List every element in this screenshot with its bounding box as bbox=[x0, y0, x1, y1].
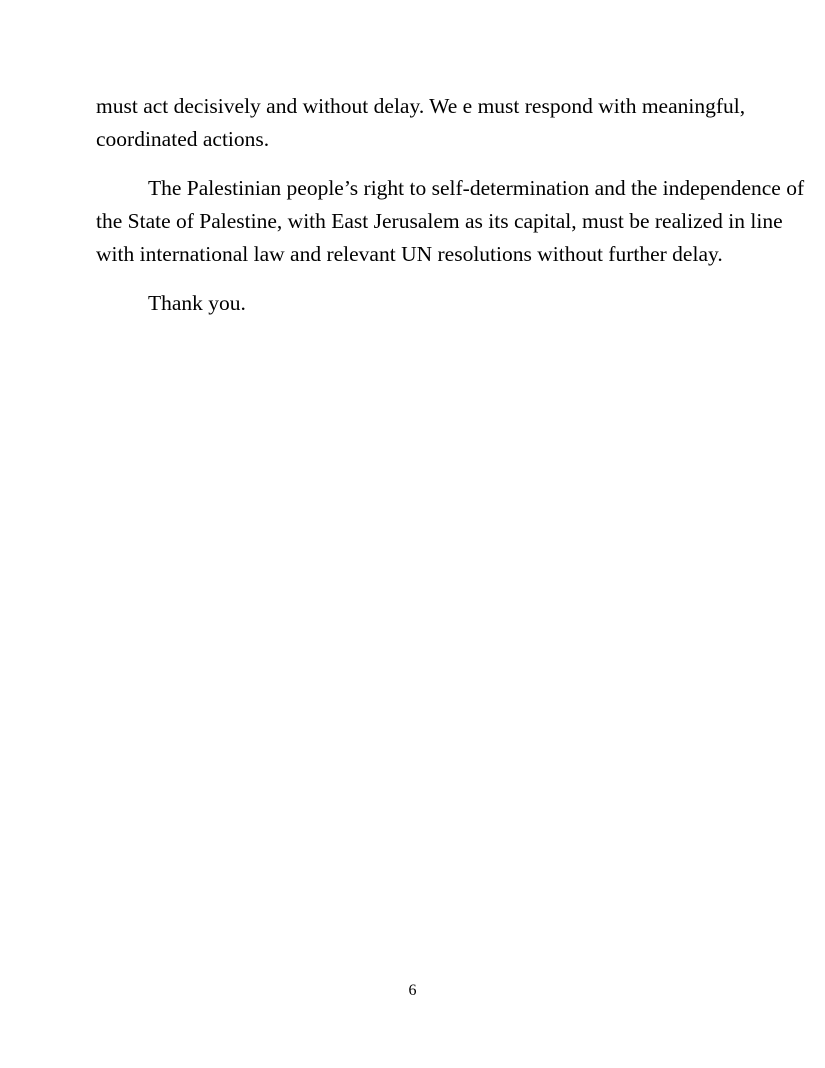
text-line: Thank you. bbox=[148, 291, 246, 315]
text-line: must act decisively and without delay. We e must respond with meaningful, bbox=[96, 94, 746, 118]
document-body bbox=[96, 90, 805, 336]
text-line: The Palestinian people’s right to self-determination and the independence of bbox=[148, 176, 805, 200]
paragraph-1 bbox=[96, 90, 756, 156]
paragraph-2 bbox=[96, 172, 805, 271]
page-number: 6 bbox=[408, 982, 417, 999]
paragraph-3 bbox=[96, 287, 756, 320]
text-line: the State of Palestine, with East Jerusalem as its capital, must be realized in line bbox=[96, 209, 783, 233]
text-line: with international law and relevant UN resolutions without further delay. bbox=[96, 242, 723, 266]
text-line: coordinated actions. bbox=[96, 127, 270, 151]
